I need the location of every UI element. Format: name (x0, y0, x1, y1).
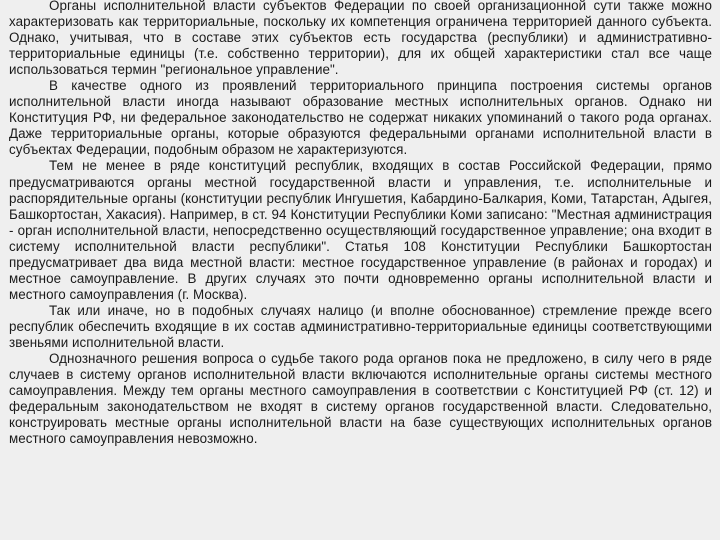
document-body (9, 0, 712, 447)
paragraph-4: Так или иначе, но в подобных случаях налицо (и вполне обоснованное) стремление прежде всего республик обеспечить входящие в их состав административно-территориальные единицы соответствующими звеньями исполнительной власти. (9, 302, 712, 350)
paragraph-2: В качестве одного из проявлений территориального принципа построения системы органов исполнительной власти иногда называют образование местных исполнительных органов. Однако ни Конституция РФ, ни федеральное законодательство не содержат никаких упоминаний о такого рода органах. Даже территориальные органы, которые образуются федеральными органами исполнительной власти в субъектах Федерации, подобным образом не характеризуются. (9, 78, 712, 158)
paragraph-3: Тем не менее в ряде конституций республик, входящих в состав Российской Федерации, прямо предусматриваются органы местной государственной власти и управления, т.е. исполнительные и распорядительные органы (конституции республик Ингушетия, Кабардино-Балкария, Коми, Татарстан, Адыгея, Башкортостан, Хакасия). Например, в ст. 94 Конституции Республики Коми записано: "Местная администрация - орган исполнительной власти, непосредственно осуществляющий государственное управление; она входит в систему исполнительной власти республики". Статья 108 Конституции Республики Башкортостан предусматривает два вида местной власти: местное государственное управление (в районах и городах) и местное самоуправление. В других случаях это почти одновременно органы исполнительной власти и местного самоуправления (г. Москва). (9, 158, 712, 302)
paragraph-5: Однозначного решения вопроса о судьбе такого рода органов пока не предложено, в силу чего в ряде случаев в систему органов исполнительной власти включаются исполнительные органы системы местного самоуправления. Между тем органы местного самоуправления в соответствии с Конституцией РФ (ст. 12) и федеральным законодательством не входят в систему органов государственной власти. Следовательно, конструировать местные органы исполнительной власти на базе существующих исполнительных органов местного самоуправления невозможно. (9, 351, 712, 447)
paragraph-1: Органы исполнительной власти субъектов Федерации по своей организационной сути также можно характеризовать как территориальные, поскольку их компетенция ограничена территорией данного субъекта. Однако, учитывая, что в составе этих субъектов есть государства (республики) и административно-территориальные единицы (т.е. собственно территории), для их общей характеристики стал все чаще использоваться термин "региональное управление". (9, 0, 712, 78)
